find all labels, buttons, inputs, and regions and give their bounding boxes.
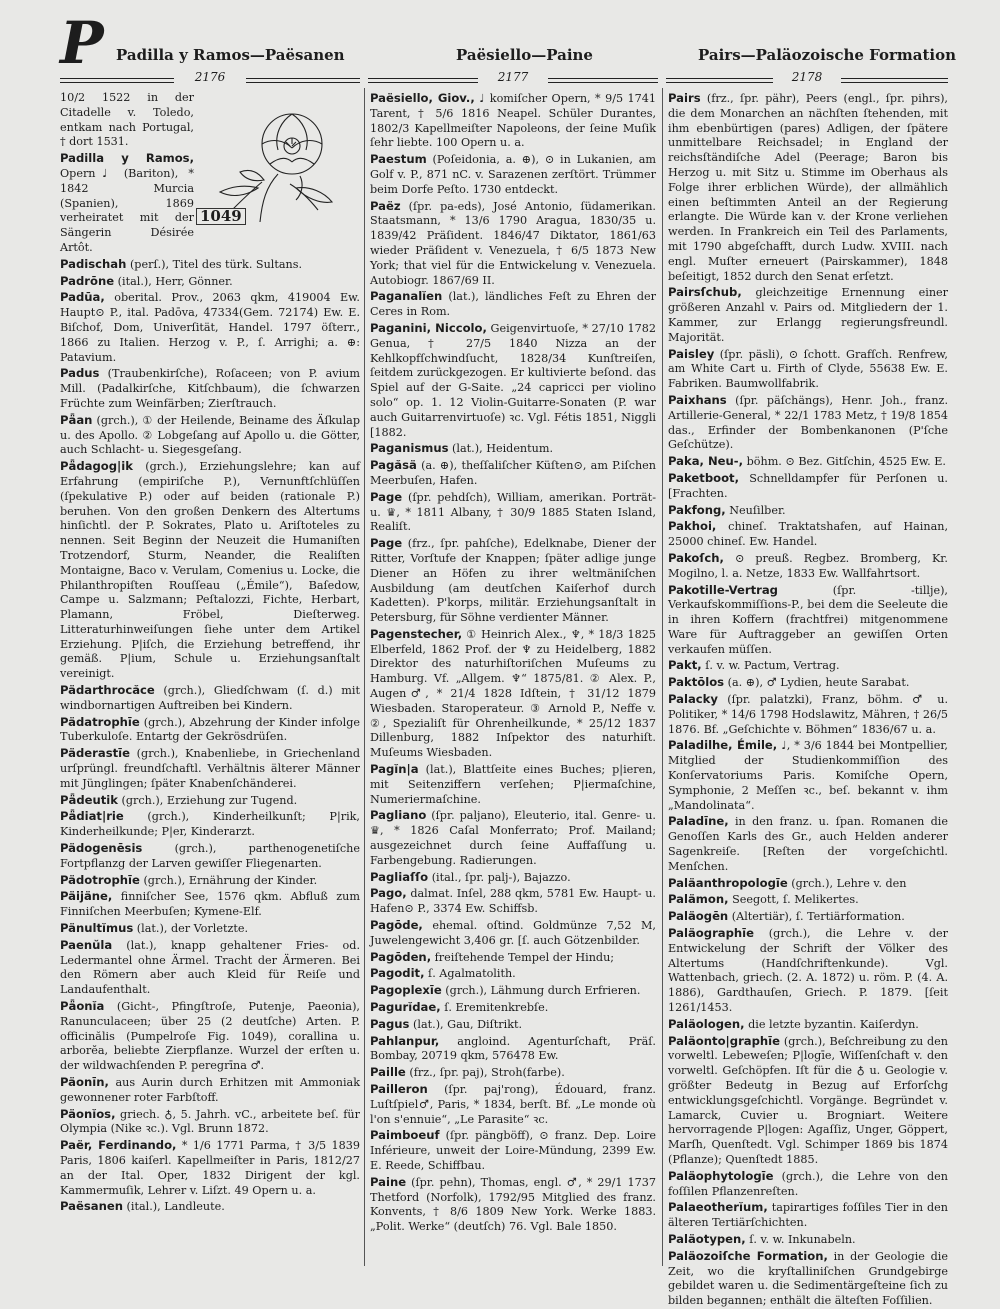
entry-text: (frz., ſpr. pähr), Peers (engl., ſpr. pihrs), die dem Monarchen an nächſten ſtehenden, mit ihm ebenbürtigen (pares) Adligen, der ſpätere unmittelbare Reichsadel; in England der reichsſtändiſche Adel (Peerage; Baron bis Herzog u. mit Sitz u. Stimme im Oberhaus als Folge ihrer erblichen Würde), der allmählich einen beſtimmten Anteil an der Regierung erlangte. Die Würde kan v. der Krone verliehen werden. In Frankreich ein Teil des Parlaments, mit 1790 abgeſchafft, durch Ludw. XVIII. nach engl. Muſter erneuert (Pairskammer), 1848 beſeitigt, 1852 durch den Senat erſetzt.: [668, 92, 948, 283]
entry-text: (ſpr. päsli), ⊙ ſchott. Grafſch. Renfrew, am White Cart u. Firth of Clyde, 55638 Ew. E. Fabriken. Baumwollfabrik.: [668, 347, 948, 391]
dictionary-entry: [370, 458, 656, 489]
dictionary-entry: [668, 393, 948, 453]
entry-text: (ital.), Herr, Gönner.: [114, 274, 233, 288]
dictionary-entry: [668, 876, 948, 892]
entry-text: (ſpr. -tillje), Verkaufskommiſſions-P., bei dem die Seeleute die in ihren Koffern (frachtfrei) mitgenommene Ware für Auftraggeber an gewiſſen Orten verkaufen müſſen.: [668, 583, 948, 656]
dictionary-entry: [60, 715, 360, 746]
left-column-number: 2176: [60, 70, 360, 88]
entry-text: ſ. Agalmatolith.: [424, 967, 516, 981]
dictionary-entry: [668, 454, 948, 470]
dictionary-entry: [668, 91, 948, 284]
entry-text: Opern♩ (Bariton), * 1842 Murcia (Spanien), 1869 verheiratet mit der Sängerin Désirée Artôt.: [60, 166, 194, 254]
entry-text: Seegott, ſ. Melikertes.: [728, 893, 859, 907]
entry-text: (grch.), Abzehrung der Kinder infolge Tuberkuloſe. Entartg der Gekrösdrüſen.: [60, 715, 360, 744]
entry-text: (frz., ſpr. pahſche), Edelknabe, Diener der Ritter, Vorſtufe der Knappen; ſpäter adlige junge Diener an Höfen zu ihrer weltmäniſchen Ausbildung (am deutſchen Kaiſerhof durch Kadetten). P'korps, militär. Erziehungsanſtalt in Petersburg, für Söhne verdienter Männer.: [370, 537, 656, 625]
dictionary-entry: [60, 1075, 360, 1106]
entry-text: (frz., ſpr. paj), Stroh(farbe).: [405, 1066, 565, 1080]
entry-text: freiſtehende Tempel der Hindu;: [431, 950, 615, 964]
dictionary-entry: [370, 1128, 656, 1173]
entry-headword: Padus: [60, 366, 100, 381]
dictionary-entry: [370, 1065, 656, 1081]
entry-headword: Pǟdiat|rie: [60, 809, 124, 824]
dictionary-entry: [668, 285, 948, 345]
dictionary-entry: [668, 347, 948, 392]
dictionary-entry: [370, 627, 656, 761]
entry-text: ſ. Eremitenkrebſe.: [440, 1001, 549, 1015]
dictionary-entry: [668, 738, 948, 813]
entry-headword: Paläanthropologīe: [668, 875, 788, 890]
entry-text: böhm. ⊙ Bez. Gitſchin, 4525 Ew. E.: [743, 455, 946, 469]
entry-text: Geigenvirtuoſe, * 27/10 1782 Genua, † 27/5 1840 Nizza an der Kehlkopfſchwindſucht, 1828/34 Kunſtreiſen, ſeitdem zurückgezogen. Er kultivierte beſond. das Spiel auf der G-Saite. „24 capricci per violino solo“ op. 1. 12 Violin-Guitarre-Sonaten (P. war auch Guitarrenvirtuoſe) ꝛc. Vgl. Fétis 1851, Niggli [1882.: [370, 321, 656, 439]
dictionary-entry: [370, 950, 656, 966]
entry-text: (lat.), der Vorletzte.: [133, 922, 249, 936]
entry-text: (grch.), Lähmung durch Erfrieren.: [441, 984, 641, 998]
entry-text: (Traubenkirſche), Roſaceen; von P. avium Mill. (Padalkirſche, Kitſchbaum), die ſchwarzen Früchte zum Weinfärben; Zierſtrauch.: [60, 367, 360, 410]
dictionary-entry: [668, 814, 948, 874]
entry-headword: Pädotrophīe: [60, 872, 140, 887]
entry-headword: Pädatrophīe: [60, 714, 140, 729]
entry-headword: Pakotille-Vertrag: [668, 582, 778, 597]
dictionary-entry: [370, 289, 656, 320]
entry-headword: Paläophytologīe: [668, 1168, 774, 1183]
dictionary-entry: [60, 841, 360, 872]
dictionary-entry: [668, 1169, 948, 1200]
entry-headword: Pagĭn|a: [370, 762, 419, 777]
dictionary-entry: [370, 762, 656, 807]
entry-text: (a. ⊕), ♂ Lydien, heute Sarabat.: [724, 676, 910, 690]
entry-headword: Pagōden,: [370, 949, 432, 964]
entry-headword: Pagoplexīe: [370, 983, 442, 998]
left-column: [60, 90, 360, 1266]
entry-headword: Palacky: [668, 692, 718, 707]
middle-column: [370, 90, 656, 1266]
column-divider: [662, 88, 663, 1266]
dictionary-entry: [60, 366, 360, 411]
entry-headword: Pädarthrocăce: [60, 683, 155, 698]
entry-headword: Paläotypen,: [668, 1231, 746, 1246]
dictionary-entry: [370, 536, 656, 626]
entry-text: (Gicht-, Pfingſtroſe, Putenje, Paeonia), Ranunculaceen; über 25 (2 deutſche) Arten. P. officinălis (Pumpelroſe Fig. 1049), corallina u. arborĕa, beliebte Zierpflanze. Wurzel der erſten u. der wildwachſenden P. peregrīna ♂.: [60, 1000, 360, 1073]
entry-headword: Pailleron: [370, 1082, 428, 1096]
dictionary-entry: [668, 583, 948, 658]
left-running-head: Padilla y Ramos—Paësanen: [116, 46, 345, 64]
entry-headword: Padilla y Ramos,: [60, 151, 194, 166]
entry-headword: Paläographīe: [668, 926, 755, 941]
entry-text: (perſ.), Titel des türk. Sultans.: [126, 257, 303, 271]
entry-text: Neuſilber.: [725, 503, 786, 517]
dictionary-entry: [370, 1175, 656, 1235]
entry-text: ① Heinrich Alex., ♆, * 18/3 1825 Elberfeld, 1862 Prof. der ♆ zu Heidelberg, 1882 Direktor des naturhiſtoriſchen Muſeums zu Hamburg. Vf. „Allgem. ♆“ 1875/81. ② Alex. P., Augen♂, * 21/4 1828 Idſtein, † 31/12 1879 Wiesbaden. Staroperateur. ③ Arnold P., Neffe v. ②, Spezialiſt für Ohrenheilkunde, * 25/12 1837 Dillenburg, 1882 Inſpektor des naturhiſt. Muſeums Wiesbaden.: [370, 627, 656, 760]
entry-headword: Padischah: [60, 256, 127, 271]
entry-text: dalmat. Inſel, 288 qkm, 5781 Ew. Haupt- u. Hafen⊙ P., 3374 Ew. Schiffsb.: [370, 887, 656, 916]
entry-headword: Pänultĭmus: [60, 921, 134, 936]
entry-headword: Pairsſchub,: [668, 285, 742, 300]
dictionary-entry: [370, 199, 656, 289]
entry-text: finniſcher See, 1576 qkm. Abfluß zum Finniſchen Meerbuſen; Kymene-Elf.: [60, 890, 360, 919]
entry-text: (grch.), parthenogenetiſche Fortpflanzg der Larven gewiſſer Fliegenarten.: [60, 842, 360, 870]
entry-text: (grch.), Lehre v. den: [787, 876, 907, 890]
entry-headword: Päderastīe: [60, 746, 130, 761]
entry-headword: Paläogēn: [668, 909, 729, 924]
entry-text: (ſpr. palatzki), Franz, böhm. ♂ u. Politiker, * 14/6 1798 Hodslawitz, Mähren, † 26/5 1876. Bf. „Geſchichte v. Böhmen“ 1836/67 u. a.: [668, 693, 948, 736]
entry-headword: Page: [370, 536, 403, 551]
peony-figure: [200, 92, 360, 227]
dictionary-entry: [370, 1017, 656, 1033]
entry-headword: Pagus: [370, 1016, 410, 1031]
figure-number: 1049: [196, 208, 246, 225]
entry-text: (ital.), Landleute.: [122, 1200, 225, 1214]
entry-text: (grch.), Kinderheilkunſt; P|rik, Kinderheilkunde; P|er, Kinderarzt.: [60, 810, 360, 839]
entry-text: Schnelldampfer für Perſonen u. [Frachten.: [668, 471, 948, 500]
dictionary-entry: [668, 1017, 948, 1033]
entry-text: (ſpr. pa-eds), José Antonio, ſüdamerikan. Staatsmann, * 13/6 1790 Aragua, 1830/35 u. 1839/42 Präſident. 1846/47 Diktator, 1861/63 wieder Präſident v. Venezuela, † 6/5 1873 New York; that viel für die Entwickelung v. Venezuela. Autobiogr. 1867/69 II.: [370, 199, 656, 287]
dictionary-entry: [668, 1200, 948, 1231]
entry-headword: Pakoſch,: [668, 550, 724, 565]
entry-headword: Padūa,: [60, 290, 105, 305]
entry-headword: Paimboeuf: [370, 1128, 440, 1143]
entry-headword: Pǟdeutik: [60, 792, 118, 807]
dictionary-entry: [668, 471, 948, 502]
entry-headword: Paille: [370, 1065, 406, 1080]
dictionary-entry: [370, 983, 656, 999]
entry-text: aus Aurin durch Erhitzen mit Ammoniak gewonnener roter Farbſtoff.: [60, 1076, 360, 1104]
dictionary-entry: [370, 91, 656, 151]
entry-headword: Paladilhe, Émile,: [668, 738, 778, 753]
dictionary-entry: [60, 274, 360, 290]
dictionary-entry: [370, 886, 656, 917]
dictionary-entry: [370, 490, 656, 535]
dictionary-entry: [668, 1249, 948, 1309]
dictionary-entry: [60, 938, 360, 998]
entry-text: (grch.), Beſchreibung zu den vorweltl. Lebeweſen; P|logīe, Wiſſenſchaft v. den vorweltl. Geſchöpfen. Iſt für die ♁ u. Geologie v. größter Bedeutg in Bezug auf Erforſchg entwicklungsgeſchichtl. Vorgänge. Begründet v. Lamarck, Cuvier u. Brogniart. Weitere hervorragende P|logen: Agaſſiz, Unger, Göppert, Marſh, Quenſtedt. Vgl. Schimper 1869 bis 1874 (Pflanze); Quenſtedt 1885.: [668, 1034, 948, 1166]
entry-text: (a. ⊕), theſſaliſcher Küſten⊙, am P.iſchen Meerbuſen, Hafen.: [370, 459, 656, 487]
entry-text: griech. ♁, 5. Jahrh. vC., arbeitete beſ. für Olympia (Nike ꝛc.). Vgl. Brunn 1872.: [60, 1107, 360, 1136]
dictionary-entry: [668, 551, 948, 582]
dictionary-entry: [60, 889, 360, 920]
entry-text: (ſpr. paljano), Eleuterio, ital. Genre- u. ♛, * 1826 Caſal Monferrato; Prof. Mailand; ausgezeichnet durch ſeine Auffaſſung u. Farbengebung. Radierungen.: [370, 809, 656, 867]
dictionary-entry: [60, 683, 360, 714]
entry-headword: Pǟdagog|ik: [60, 459, 133, 474]
entry-text: ♩ komiſcher Opern, * 9/5 1741 Tarent, † 5/6 1816 Neapel. Schüler Durantes, 1802/3 Kapellmeiſter Napoleons, der ſeine Muſik ſehr liebte. 100 Opern u. a.: [370, 92, 656, 150]
entry-text: in den franz. u. ſpan. Romanen die Genoſſen Karls des Gr., auch Helden anderer Sagenkreiſe. [Reſten der vorgeſchichtl. Menſchen.: [668, 815, 948, 873]
dictionary-entry: [370, 321, 656, 440]
dictionary-entry: [370, 1034, 656, 1065]
entry-headword: Paixhans: [668, 392, 727, 407]
entry-headword: Padrōne: [60, 273, 115, 288]
entry-text: chineſ. Traktatshafen, auf Hainan, 25000 chineſ. Ew. Handel.: [668, 520, 948, 549]
entry-text: (grch.), Erziehung zur Tugend.: [117, 793, 298, 807]
entry-headword: Paine: [370, 1174, 407, 1189]
entry-headword: Paketboot,: [668, 470, 739, 485]
column-divider: [364, 88, 365, 1266]
dictionary-entry: [370, 152, 656, 197]
entry-headword: Paladīne,: [668, 814, 729, 829]
entry-text: ehemal. oſtind. Goldmünze 7,52 M, Juwelengewicht 3,406 gr. [ſ. auch Götzenbilder.: [370, 919, 656, 947]
entry-text: (ſpr. pehdſch), William, amerikan. Porträt- u. ♛, * 1811 Albany, † 30/9 1885 Staten Island, Realiſt.: [370, 490, 656, 534]
entry-headword: Paër, Ferdinando,: [60, 1138, 177, 1153]
dictionary-entry: [60, 793, 360, 809]
dictionary-entry: [60, 873, 360, 889]
dictionary-entry: [668, 892, 948, 908]
entry-headword: Page: [370, 489, 403, 504]
dictionary-entry: [370, 808, 656, 868]
entry-headword: Päonīn,: [60, 1075, 109, 1089]
dictionary-entry: [668, 909, 948, 925]
right-running-head: Pairs—Paläozoische Formation: [698, 46, 956, 64]
entry-headword: Pakhoi,: [668, 519, 717, 534]
entry-text: (Poſeidonia, a. ⊕), ⊙ in Lukanien, am Golf v. P., 871 nC. v. Sarazenen zerſtört. Trümmer beim Dorfe Peſto. 1730 entdeckt.: [370, 153, 656, 196]
entry-text: (grch.), Knabenliebe, in Griechenland urſprüngl. freundſchaftl. Verhältnis älterer Männer mit Jünglingen; ſpäter Knabenſchänderei.: [60, 747, 360, 790]
entry-headword: Paläologen,: [668, 1016, 745, 1031]
entry-headword: Paësiello, Giov.,: [370, 91, 475, 105]
dictionary-entry: [60, 1199, 360, 1215]
entry-text: (Altertiär), ſ. Tertiärformation.: [728, 910, 905, 924]
entry-text: (lat.), Blattſeite eines Buches; p|ieren, mit Seitenziffern verſehen; P|iermaſchine, Numeriermaſchine.: [370, 763, 656, 806]
entry-headword: Paka, Neu-,: [668, 454, 744, 469]
entry-text: angloind. Agenturſchaft, Präſ. Bombay, 20719 qkm, 576478 Ew.: [370, 1034, 656, 1063]
dictionary-entry: [668, 675, 948, 691]
dictionary-entry: [370, 966, 656, 982]
entry-text: (grch.), Gliedſchwam (ſ. d.) mit windbornartigen Auftreiben bei Kindern.: [60, 684, 360, 712]
entry-headword: Paganini, Niccolo,: [370, 320, 487, 335]
entry-headword: Pagōde,: [370, 918, 423, 933]
entry-text: (lat.), ländliches Feſt zu Ehren der Ceres in Rom.: [370, 290, 656, 319]
dictionary-entry: [60, 413, 360, 458]
right-column-number: 2178: [666, 70, 948, 88]
entry-text: (lat.), Gau, Diſtrikt.: [409, 1017, 523, 1031]
entry-headword: Paenŭla: [60, 937, 113, 952]
entry-headword: Pagodit,: [370, 966, 425, 981]
middle-column-number: 2177: [368, 70, 658, 88]
entry-text: ♩, * 3/6 1844 bei Montpellier, Mitglied der Studienkommiſſion des Konſervatoriums Paris. Komiſche Opern, Symphonie, 2 Meſſen ꝛc., beſ. bekannt v. ihm „Mandolinata“.: [668, 739, 948, 812]
entry-headword: Palaeotherĭum,: [668, 1200, 768, 1215]
entry-headword: Paganismus: [370, 441, 449, 456]
entry-headword: Pagliaſſo: [370, 869, 429, 884]
entry-text: in der Geologie die Zeit, wo die kryſtalliniſchen Grundgebirge gebildet waren u. die Sedimentärgeſteine ſich zu bilden begannen; enthält die älteſten Foſſilien.: [668, 1249, 948, 1308]
entry-text: ⊙ preuß. Regbez. Bromberg, Kr. Mogilno, l. a. Netze, 1833 Ew. Wallfahrtsort.: [668, 551, 948, 580]
dictionary-entry: [668, 658, 948, 674]
entry-headword: Pädogenēsis: [60, 841, 143, 856]
entry-text: (ital., ſpr. palj-), Bajazzo.: [428, 870, 571, 884]
entry-text: (ſpr. paj'rong), Édouard, franz. Luſtſpiel♂, Paris, * 1834, berſt. Bf. „Le monde où l'on s'ennuie“, „Le Parasite“ ꝛc.: [370, 1083, 656, 1126]
entry-text: gleichzeitige Ernennung einer größeren Anzahl v. Pairs od. Mitgliedern der 1. Kammer, zur Erlangg regierungsfreundl. Majorität.: [668, 286, 948, 344]
dictionary-entry: [668, 1232, 948, 1248]
entry-text: ſ. v. w. Inkunabeln.: [745, 1232, 856, 1246]
dictionary-entry: [60, 1138, 360, 1198]
dictionary-entry: [370, 918, 656, 949]
entry-headword: Pagliano: [370, 808, 427, 823]
entry-text: (grch.), Ernährung der Kinder.: [139, 873, 318, 887]
entry-headword: Paläonto|graphīe: [668, 1033, 780, 1048]
entry-headword: Pagurĭdae,: [370, 1000, 441, 1015]
entry-text: (ſpr. pehn), Thomas, engl. ♂, * 29/1 1737 Thetford (Norfolk), 1792/95 Mitglied des franz. Konvents, † 8/6 1809 New York. Werke 1883. „Polit. Werke“ (deutſch) 76. Vgl. Bale 1850.: [370, 1175, 656, 1234]
entry-text: oberital. Prov., 2063 qkm, 419004 Ew. Haupt⊙ P., ital. Padōva, 47334(Gem. 72174) Ew. E. Biſchof, Dom, Univerſität, Handel. 1797 öſterr., 1866 zu Italien. Herzog v. P., ſ. Arrighi; a. ⊕: Patavium.: [60, 291, 360, 364]
entry-text: tapirartiges foſſiles Tier in den älteren Tertiärſchichten.: [668, 1201, 948, 1230]
entry-headword: Pahlanpur,: [370, 1033, 440, 1048]
dictionary-entry: [668, 519, 948, 550]
entry-text: (ſpr. päſchängs), Henr. Joh., franz. Artillerie-General, * 22/1 1783 Metz, † 19/8 1854 das., Erfinder der Bombenkanonen (P'ſche Geſchütze).: [668, 393, 948, 452]
dictionary-entry: [370, 870, 656, 886]
middle-running-head: Paësiello—Paine: [456, 46, 593, 64]
dictionary-entry: [668, 692, 948, 737]
dictionary-entry: [60, 1107, 360, 1138]
entry-text: 10/2 1522 in der Citadelle v. Toledo, entkam nach Portugal, † dort 1531.: [60, 91, 194, 149]
dictionary-entry: [370, 1000, 656, 1016]
entry-headword: Paisley: [668, 346, 715, 361]
dictionary-entry: [60, 999, 360, 1074]
entry-headword: Palämon,: [668, 892, 729, 907]
entry-headword: Paktōlos: [668, 675, 725, 690]
dictionary-entry: [60, 290, 360, 365]
entry-text: (grch.), die Lehre von den foſſilen Pflanzenreſten.: [668, 1169, 948, 1198]
entry-text: (lat.), knapp gehaltener Fries- od. Ledermantel ohne Ärmel. Tracht der Ärmeren. Bei den Römern aber auch Kleid für Reiſe und Landaufenthalt.: [60, 938, 360, 997]
entry-text: (grch.), die Lehre v. der Entwickelung der Schrift der Völker des Altertums (Handſchriftenkunde). Vgl. Wattenbach, griech. (2. A. 1872) u. röm. P. (4. A. 1886), Gardthauſen, Griech. P. 1879. [ſeit 1261/1453.: [668, 927, 948, 1015]
entry-headword: Pairs: [668, 91, 701, 105]
dictionary-entry: [60, 257, 360, 273]
entry-headword: Pǟan: [60, 412, 93, 427]
entry-headword: Paëz: [370, 198, 401, 213]
dictionary-entry: [60, 459, 360, 682]
entry-headword: Pagăsä: [370, 458, 417, 473]
dictionary-entry: [60, 746, 360, 791]
dictionary-entry: [60, 921, 360, 937]
entry-text: (ſpr. pängböff), ⊙ franz. Dep. Loire Inférieure, unweit der Loire-Mündung, 2399 Ew. E. Reede, Schiffbau.: [370, 1129, 656, 1172]
dictionary-entry: [370, 441, 656, 457]
entry-headword: Paganalĭen: [370, 289, 443, 304]
entry-headword: Paestum: [370, 152, 427, 167]
entry-headword: Pakt,: [668, 658, 702, 673]
entry-headword: Pǟonĭa: [60, 999, 105, 1014]
entry-text: die letzte byzantin. Kaiſerdyn.: [744, 1017, 919, 1031]
entry-text: * 1/6 1771 Parma, † 3/5 1839 Paris, 1806 kaiſerl. Kapellmeiſter in Paris, 1812/27 an der Ital. Oper, 1832 Dirigent der kgl. Kammermuſik, Lehrer v. Liſzt. 49 Opern u. a.: [60, 1139, 360, 1197]
entry-headword: Pakfong,: [668, 502, 726, 517]
entry-headword: Päijäne,: [60, 889, 113, 904]
entry-text: ſ. v. w. Pactum, Vertrag.: [701, 659, 840, 673]
dictionary-entry: [668, 1034, 948, 1168]
right-column: [668, 90, 948, 1308]
dictionary-entry: [60, 809, 360, 840]
entry-headword: Paësanen: [60, 1199, 123, 1214]
dictionary-entry: [668, 503, 948, 519]
entry-headword: Pagenstecher,: [370, 626, 463, 641]
entry-text: (grch.), Erziehungslehre; kan auf Erfahrung (empiriſche P.), Vernunftſchlüſſen (ſpekulative P.) oder auf beiden (rationale P.) beruhen. Von den großen Denkern des Altertums hinſichtl. der P. Sokrates, Plato u. Ariſtoteles zu nennen. Seit Beginn der Neuzeit die Humaniſten Trotzendorf, Sturm, Neander, die Realiſten Montaigne, Baco v. Verulam, Comenius u. Locke, die Philanthropiſten Rouſſeau („Émile“), Baſedow, Campe u. Salzmann; Peſtalozzi, Fichte, Herbart, Plamann, Fröbel, Dieſterweg. Litteraturhinweiſungen ſiehe unter dem Artikel Erziehung. P|iſch, die Erziehung betreffend, ihr gemäß. P|ium, Schule u. Erziehungsanſtalt vereinigt.: [60, 460, 360, 681]
entry-text: (lat.), Heidentum.: [448, 442, 554, 456]
entry-text: (grch.), ① der Heilende, Beiname des Äſkulap u. des Apollo. ② Lobgeſang auf Apollo u. die Götter, auch Schlacht- u. Siegesgeſang.: [60, 413, 360, 457]
dictionary-entry: [370, 1082, 656, 1127]
dictionary-entry: [668, 926, 948, 1016]
section-letter: P: [60, 9, 104, 77]
entry-headword: Pago,: [370, 886, 407, 901]
entry-headword: Paläozoiſche Formation,: [668, 1248, 828, 1263]
entry-headword: Päonĭos,: [60, 1106, 116, 1121]
